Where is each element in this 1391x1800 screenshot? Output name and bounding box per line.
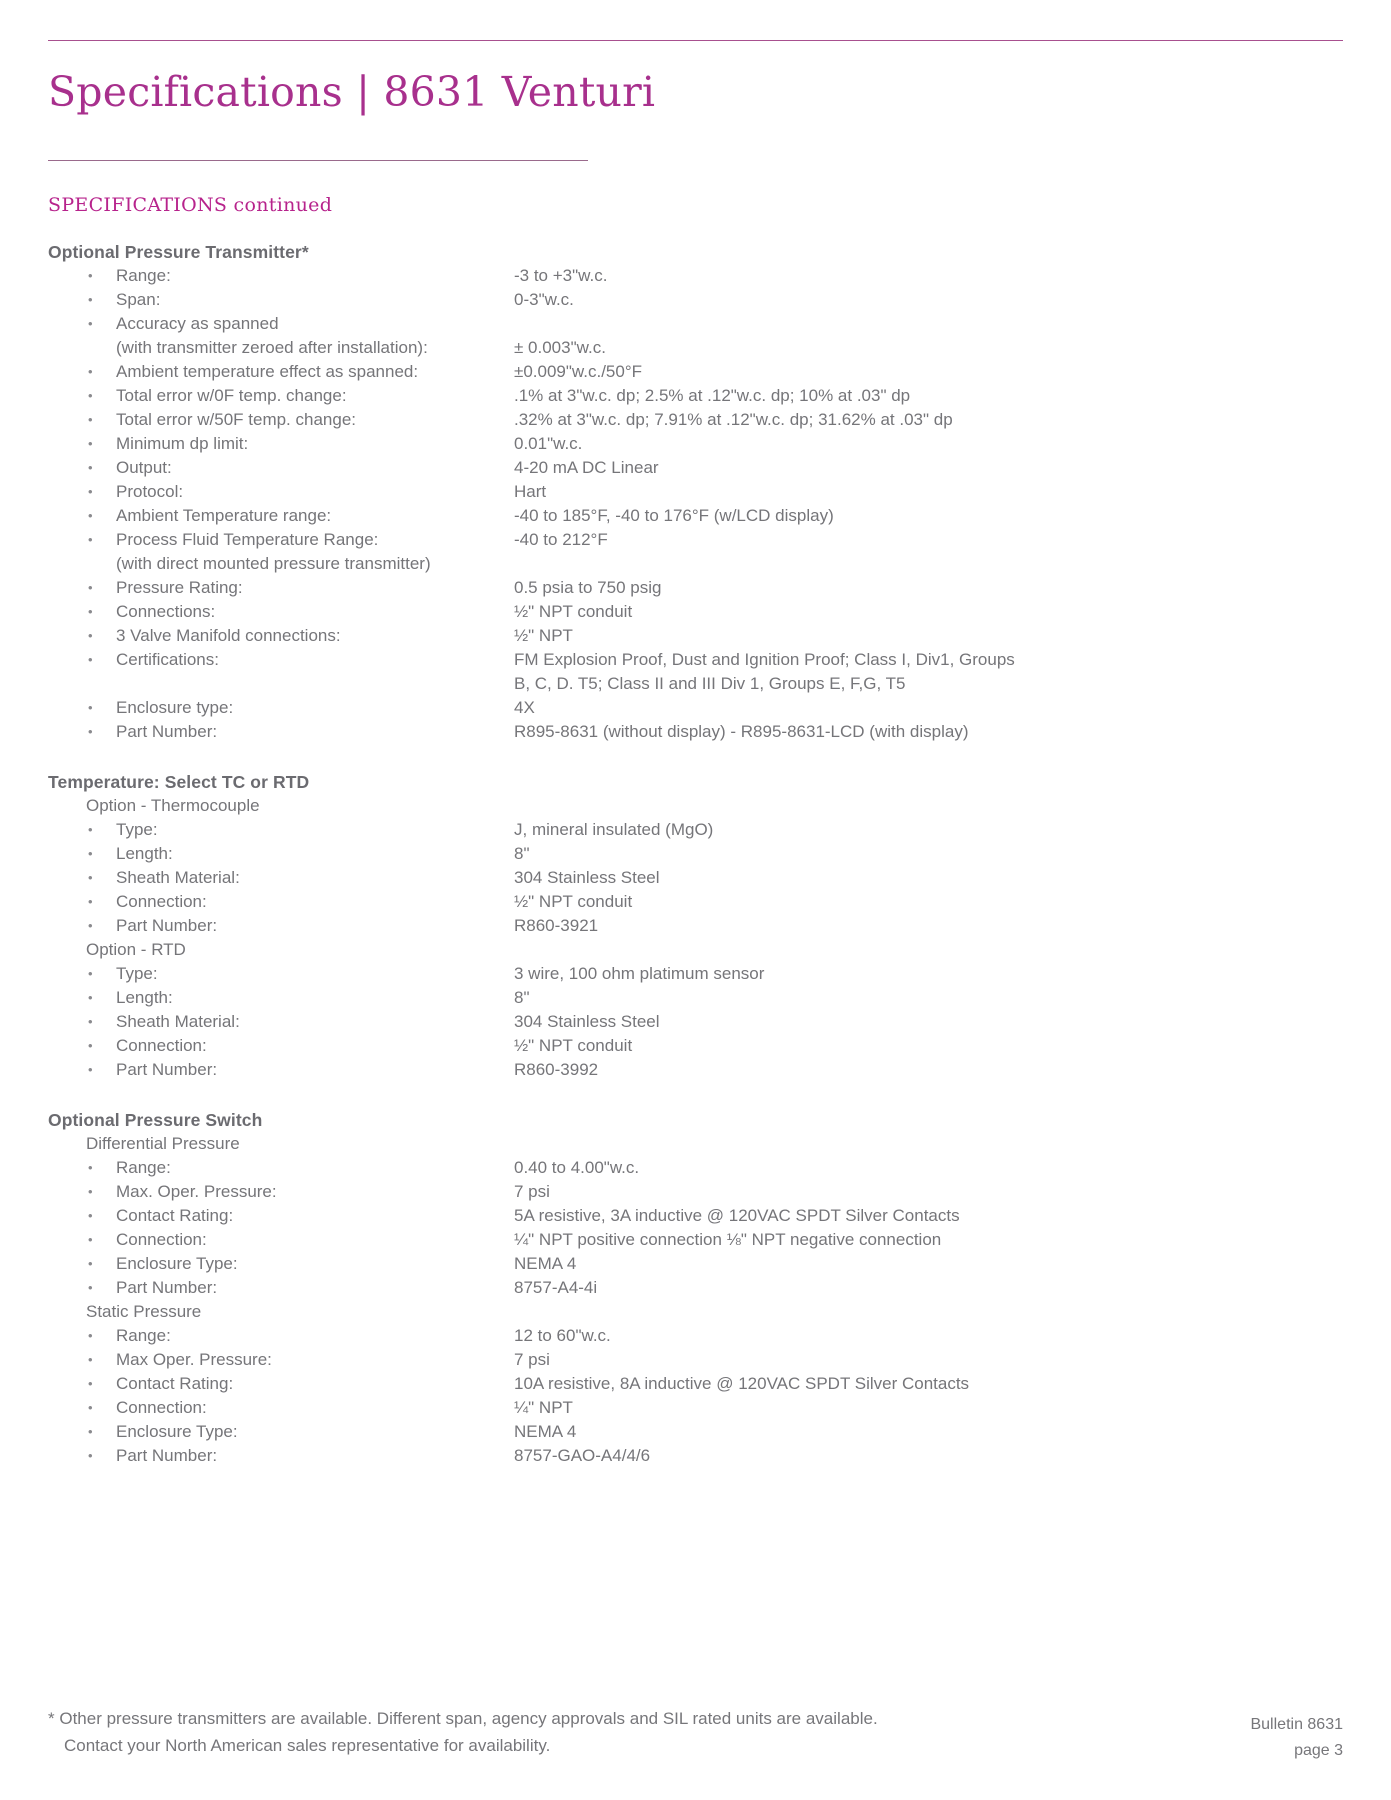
spec-value: R860-3992 xyxy=(514,1060,599,1079)
bullet-icon: • xyxy=(88,268,93,283)
spec-row xyxy=(48,648,1343,672)
spec-value: Hart xyxy=(514,482,547,501)
spec-group xyxy=(48,770,1343,1082)
bullet-icon: • xyxy=(88,508,93,523)
spec-value: .1% at 3"w.c. dp; 2.5% at .12"w.c. dp; 10% at .03" dp xyxy=(514,386,911,405)
spec-label: Max. Oper. Pressure: xyxy=(116,1182,277,1201)
spec-row xyxy=(48,1372,1343,1396)
spec-label: Type: xyxy=(116,820,158,839)
spec-label: Max Oper. Pressure: xyxy=(116,1350,272,1369)
spec-value: 0.40 to 4.00"w.c. xyxy=(514,1158,640,1177)
bullet-icon: • xyxy=(88,316,93,331)
spec-label: Enclosure type: xyxy=(116,698,234,717)
bullet-icon: • xyxy=(88,460,93,475)
spec-row xyxy=(48,480,1343,504)
spec-label: (with transmitter zeroed after installation): xyxy=(116,338,428,357)
spec-row xyxy=(48,1010,1343,1034)
bullet-icon: • xyxy=(88,822,93,837)
section-heading-label: SPECIFICATIONS xyxy=(48,194,228,216)
spec-label: Enclosure Type: xyxy=(116,1422,238,1441)
spec-subgroup-title: Static Pressure xyxy=(86,1302,202,1321)
spec-value: 304 Stainless Steel xyxy=(514,1012,660,1031)
spec-row xyxy=(48,696,1343,720)
bullet-icon: • xyxy=(88,846,93,861)
bullet-icon: • xyxy=(88,1352,93,1367)
spec-row xyxy=(48,264,1343,288)
section-heading-suffix: continued xyxy=(227,194,333,216)
spec-row xyxy=(48,312,1343,336)
spec-label: Length: xyxy=(116,988,173,1007)
specifications-content xyxy=(48,240,1343,1468)
spec-row xyxy=(48,1324,1343,1348)
bullet-icon: • xyxy=(88,1062,93,1077)
spec-label: Contact Rating: xyxy=(116,1206,234,1225)
spec-label: Pressure Rating: xyxy=(116,578,243,597)
spec-row xyxy=(48,600,1343,624)
spec-value: 7 psi xyxy=(514,1350,550,1369)
spec-label: Process Fluid Temperature Range: xyxy=(116,530,379,549)
spec-value: 12 to 60"w.c. xyxy=(514,1326,611,1345)
bullet-icon: • xyxy=(88,604,93,619)
spec-value: NEMA 4 xyxy=(514,1422,577,1441)
spec-label: Contact Rating: xyxy=(116,1374,234,1393)
bullet-icon: • xyxy=(88,990,93,1005)
spec-value: R895-8631 (without display) - R895-8631-LCD (with display) xyxy=(514,722,969,741)
spec-group xyxy=(48,1108,1343,1468)
spec-row xyxy=(48,528,1343,552)
footer xyxy=(1250,1712,1343,1764)
spec-label: Connections: xyxy=(116,602,216,621)
spec-label: Connection: xyxy=(116,1036,207,1055)
spec-row xyxy=(48,408,1343,432)
spec-row xyxy=(48,672,1343,696)
spec-value: 8" xyxy=(514,988,530,1007)
section-heading xyxy=(48,194,332,216)
spec-value: 8" xyxy=(514,844,530,863)
spec-label: Span: xyxy=(116,290,161,309)
spec-label: Part Number: xyxy=(116,916,218,935)
spec-label: Part Number: xyxy=(116,1060,218,1079)
spec-value: -40 to 212°F xyxy=(514,530,608,549)
spec-value: ½" NPT conduit xyxy=(514,1036,633,1055)
spec-row xyxy=(48,818,1343,842)
spec-value: 5A resistive, 3A inductive @ 120VAC SPDT Silver Contacts xyxy=(514,1206,960,1225)
bullet-icon: • xyxy=(88,484,93,499)
spec-value: B, C, D. T5; Class II and III Div 1, Groups E, F,G, T5 xyxy=(514,674,906,693)
footnote-line-1: Other pressure transmitters are available. Different span, agency approvals and SIL rated units are available. xyxy=(54,1709,878,1728)
spec-label: Part Number: xyxy=(116,1446,218,1465)
bullet-icon: • xyxy=(88,966,93,981)
spec-group-title: Optional Pressure Switch xyxy=(48,1110,263,1130)
spec-subgroup-title: Option - RTD xyxy=(86,940,186,959)
spec-label: Connection: xyxy=(116,892,207,911)
spec-label: Part Number: xyxy=(116,1278,218,1297)
bullet-icon: • xyxy=(88,870,93,885)
spec-label: (with direct mounted pressure transmitter) xyxy=(116,554,431,573)
spec-label: Protocol: xyxy=(116,482,184,501)
spec-label: Accuracy as spanned xyxy=(116,314,279,333)
spec-value: J, mineral insulated (MgO) xyxy=(514,820,714,839)
spec-value: FM Explosion Proof, Dust and Ignition Proof; Class I, Div1, Groups xyxy=(514,650,1015,669)
spec-label: Sheath Material: xyxy=(116,1012,240,1031)
spec-value: .32% at 3"w.c. dp; 7.91% at .12"w.c. dp; 31.62% at .03" dp xyxy=(514,410,953,429)
bullet-icon: • xyxy=(88,1184,93,1199)
spec-row xyxy=(48,1396,1343,1420)
spec-row xyxy=(48,624,1343,648)
bullet-icon: • xyxy=(88,1448,93,1463)
title-underline-rule xyxy=(48,160,588,161)
spec-label: 3 Valve Manifold connections: xyxy=(116,626,341,645)
spec-value: ¼" NPT positive connection ⅛" NPT negative connection xyxy=(514,1230,942,1249)
page-title: Specifications | 8631 Venturi xyxy=(48,68,656,116)
spec-label: Total error w/0F temp. change: xyxy=(116,386,347,405)
spec-value: ± 0.003"w.c. xyxy=(514,338,606,357)
bullet-icon: • xyxy=(88,292,93,307)
footer-bulletin: Bulletin 8631 xyxy=(1250,1716,1343,1733)
spec-label: Output: xyxy=(116,458,172,477)
bullet-icon: • xyxy=(88,1424,93,1439)
spec-row xyxy=(48,890,1343,914)
spec-group-title: Optional Pressure Transmitter* xyxy=(48,242,309,262)
spec-value: 304 Stainless Steel xyxy=(514,868,660,887)
spec-value: 0-3"w.c. xyxy=(514,290,574,309)
spec-label: Connection: xyxy=(116,1230,207,1249)
spec-subgroup-title: Option - Thermocouple xyxy=(86,796,260,815)
spec-row xyxy=(48,914,1343,938)
bullet-icon: • xyxy=(88,1160,93,1175)
spec-row xyxy=(48,1348,1343,1372)
spec-label: Part Number: xyxy=(116,722,218,741)
spec-label: Certifications: xyxy=(116,650,219,669)
spec-row xyxy=(48,504,1343,528)
spec-value: ½" NPT xyxy=(514,626,573,645)
spec-row xyxy=(48,962,1343,986)
bullet-icon: • xyxy=(88,1014,93,1029)
spec-value: -3 to +3"w.c. xyxy=(514,266,608,285)
spec-label: Minimum dp limit: xyxy=(116,434,249,453)
spec-group-title: Temperature: Select TC or RTD xyxy=(48,772,310,792)
spec-label: Ambient temperature effect as spanned: xyxy=(116,362,419,381)
spec-label: Enclosure Type: xyxy=(116,1254,238,1273)
bullet-icon: • xyxy=(88,388,93,403)
spec-group xyxy=(48,240,1343,744)
spec-row xyxy=(48,456,1343,480)
bullet-icon: • xyxy=(88,628,93,643)
spec-value: 4X xyxy=(514,698,535,717)
bullet-icon: • xyxy=(88,1280,93,1295)
spec-value: 3 wire, 100 ohm platimum sensor xyxy=(514,964,765,983)
bullet-icon: • xyxy=(88,1038,93,1053)
bullet-icon: • xyxy=(88,700,93,715)
spec-row xyxy=(48,1156,1343,1180)
spec-label: Length: xyxy=(116,844,173,863)
spec-value: 8757-A4-4i xyxy=(514,1278,598,1297)
spec-row xyxy=(48,1276,1343,1300)
spec-row xyxy=(48,720,1343,744)
spec-row xyxy=(48,288,1343,312)
spec-value: 10A resistive, 8A inductive @ 120VAC SPDT Silver Contacts xyxy=(514,1374,970,1393)
spec-label: Total error w/50F temp. change: xyxy=(116,410,357,429)
spec-row xyxy=(48,1444,1343,1468)
bullet-icon: • xyxy=(88,580,93,595)
spec-row xyxy=(48,336,1343,360)
spec-value: 7 psi xyxy=(514,1182,550,1201)
spec-value: ½" NPT conduit xyxy=(514,892,633,911)
spec-row xyxy=(48,842,1343,866)
bullet-icon: • xyxy=(88,364,93,379)
bullet-icon: • xyxy=(88,412,93,427)
bullet-icon: • xyxy=(88,894,93,909)
spec-value: R860-3921 xyxy=(514,916,599,935)
spec-row xyxy=(48,1058,1343,1082)
bullet-icon: • xyxy=(88,436,93,451)
spec-row xyxy=(48,1228,1343,1252)
spec-value: 8757-GAO-A4/4/6 xyxy=(514,1446,651,1465)
bullet-icon: • xyxy=(88,1232,93,1247)
spec-label: Range: xyxy=(116,1158,171,1177)
spec-row xyxy=(48,1252,1343,1276)
header-rule xyxy=(48,40,1343,41)
footer-page-number: page 3 xyxy=(1294,1742,1343,1759)
spec-label: Ambient Temperature range: xyxy=(116,506,332,525)
footnote xyxy=(48,1705,1028,1759)
spec-row xyxy=(48,360,1343,384)
spec-value: ¼" NPT xyxy=(514,1398,573,1417)
spec-row xyxy=(48,552,1343,576)
spec-row xyxy=(48,576,1343,600)
spec-row xyxy=(48,1420,1343,1444)
spec-subgroup-title: Differential Pressure xyxy=(86,1134,240,1153)
spec-row xyxy=(48,986,1343,1010)
spec-label: Connection: xyxy=(116,1398,207,1417)
spec-row xyxy=(48,432,1343,456)
bullet-icon: • xyxy=(88,1256,93,1271)
spec-row xyxy=(48,1204,1343,1228)
spec-label: Type: xyxy=(116,964,158,983)
footnote-line-2: Contact your North American sales representative for availability. xyxy=(64,1736,551,1755)
spec-value: -40 to 185°F, -40 to 176°F (w/LCD display) xyxy=(514,506,834,525)
bullet-icon: • xyxy=(88,1400,93,1415)
bullet-icon: • xyxy=(88,1376,93,1391)
spec-row xyxy=(48,384,1343,408)
spec-value: ½" NPT conduit xyxy=(514,602,633,621)
spec-label: Sheath Material: xyxy=(116,868,240,887)
bullet-icon: • xyxy=(88,724,93,739)
spec-row xyxy=(48,1034,1343,1058)
spec-row xyxy=(48,866,1343,890)
footnote-marker: * xyxy=(48,1709,55,1728)
bullet-icon: • xyxy=(88,532,93,547)
spec-value: 0.01"w.c. xyxy=(514,434,583,453)
spec-value: NEMA 4 xyxy=(514,1254,577,1273)
spec-value: 0.5 psia to 750 psig xyxy=(514,578,662,597)
bullet-icon: • xyxy=(88,1208,93,1223)
spec-value: ±0.009"w.c./50°F xyxy=(514,362,643,381)
bullet-icon: • xyxy=(88,1328,93,1343)
spec-label: Range: xyxy=(116,1326,171,1345)
spec-row xyxy=(48,1180,1343,1204)
bullet-icon: • xyxy=(88,918,93,933)
spec-value: 4-20 mA DC Linear xyxy=(514,458,659,477)
spec-label: Range: xyxy=(116,266,171,285)
bullet-icon: • xyxy=(88,652,93,667)
